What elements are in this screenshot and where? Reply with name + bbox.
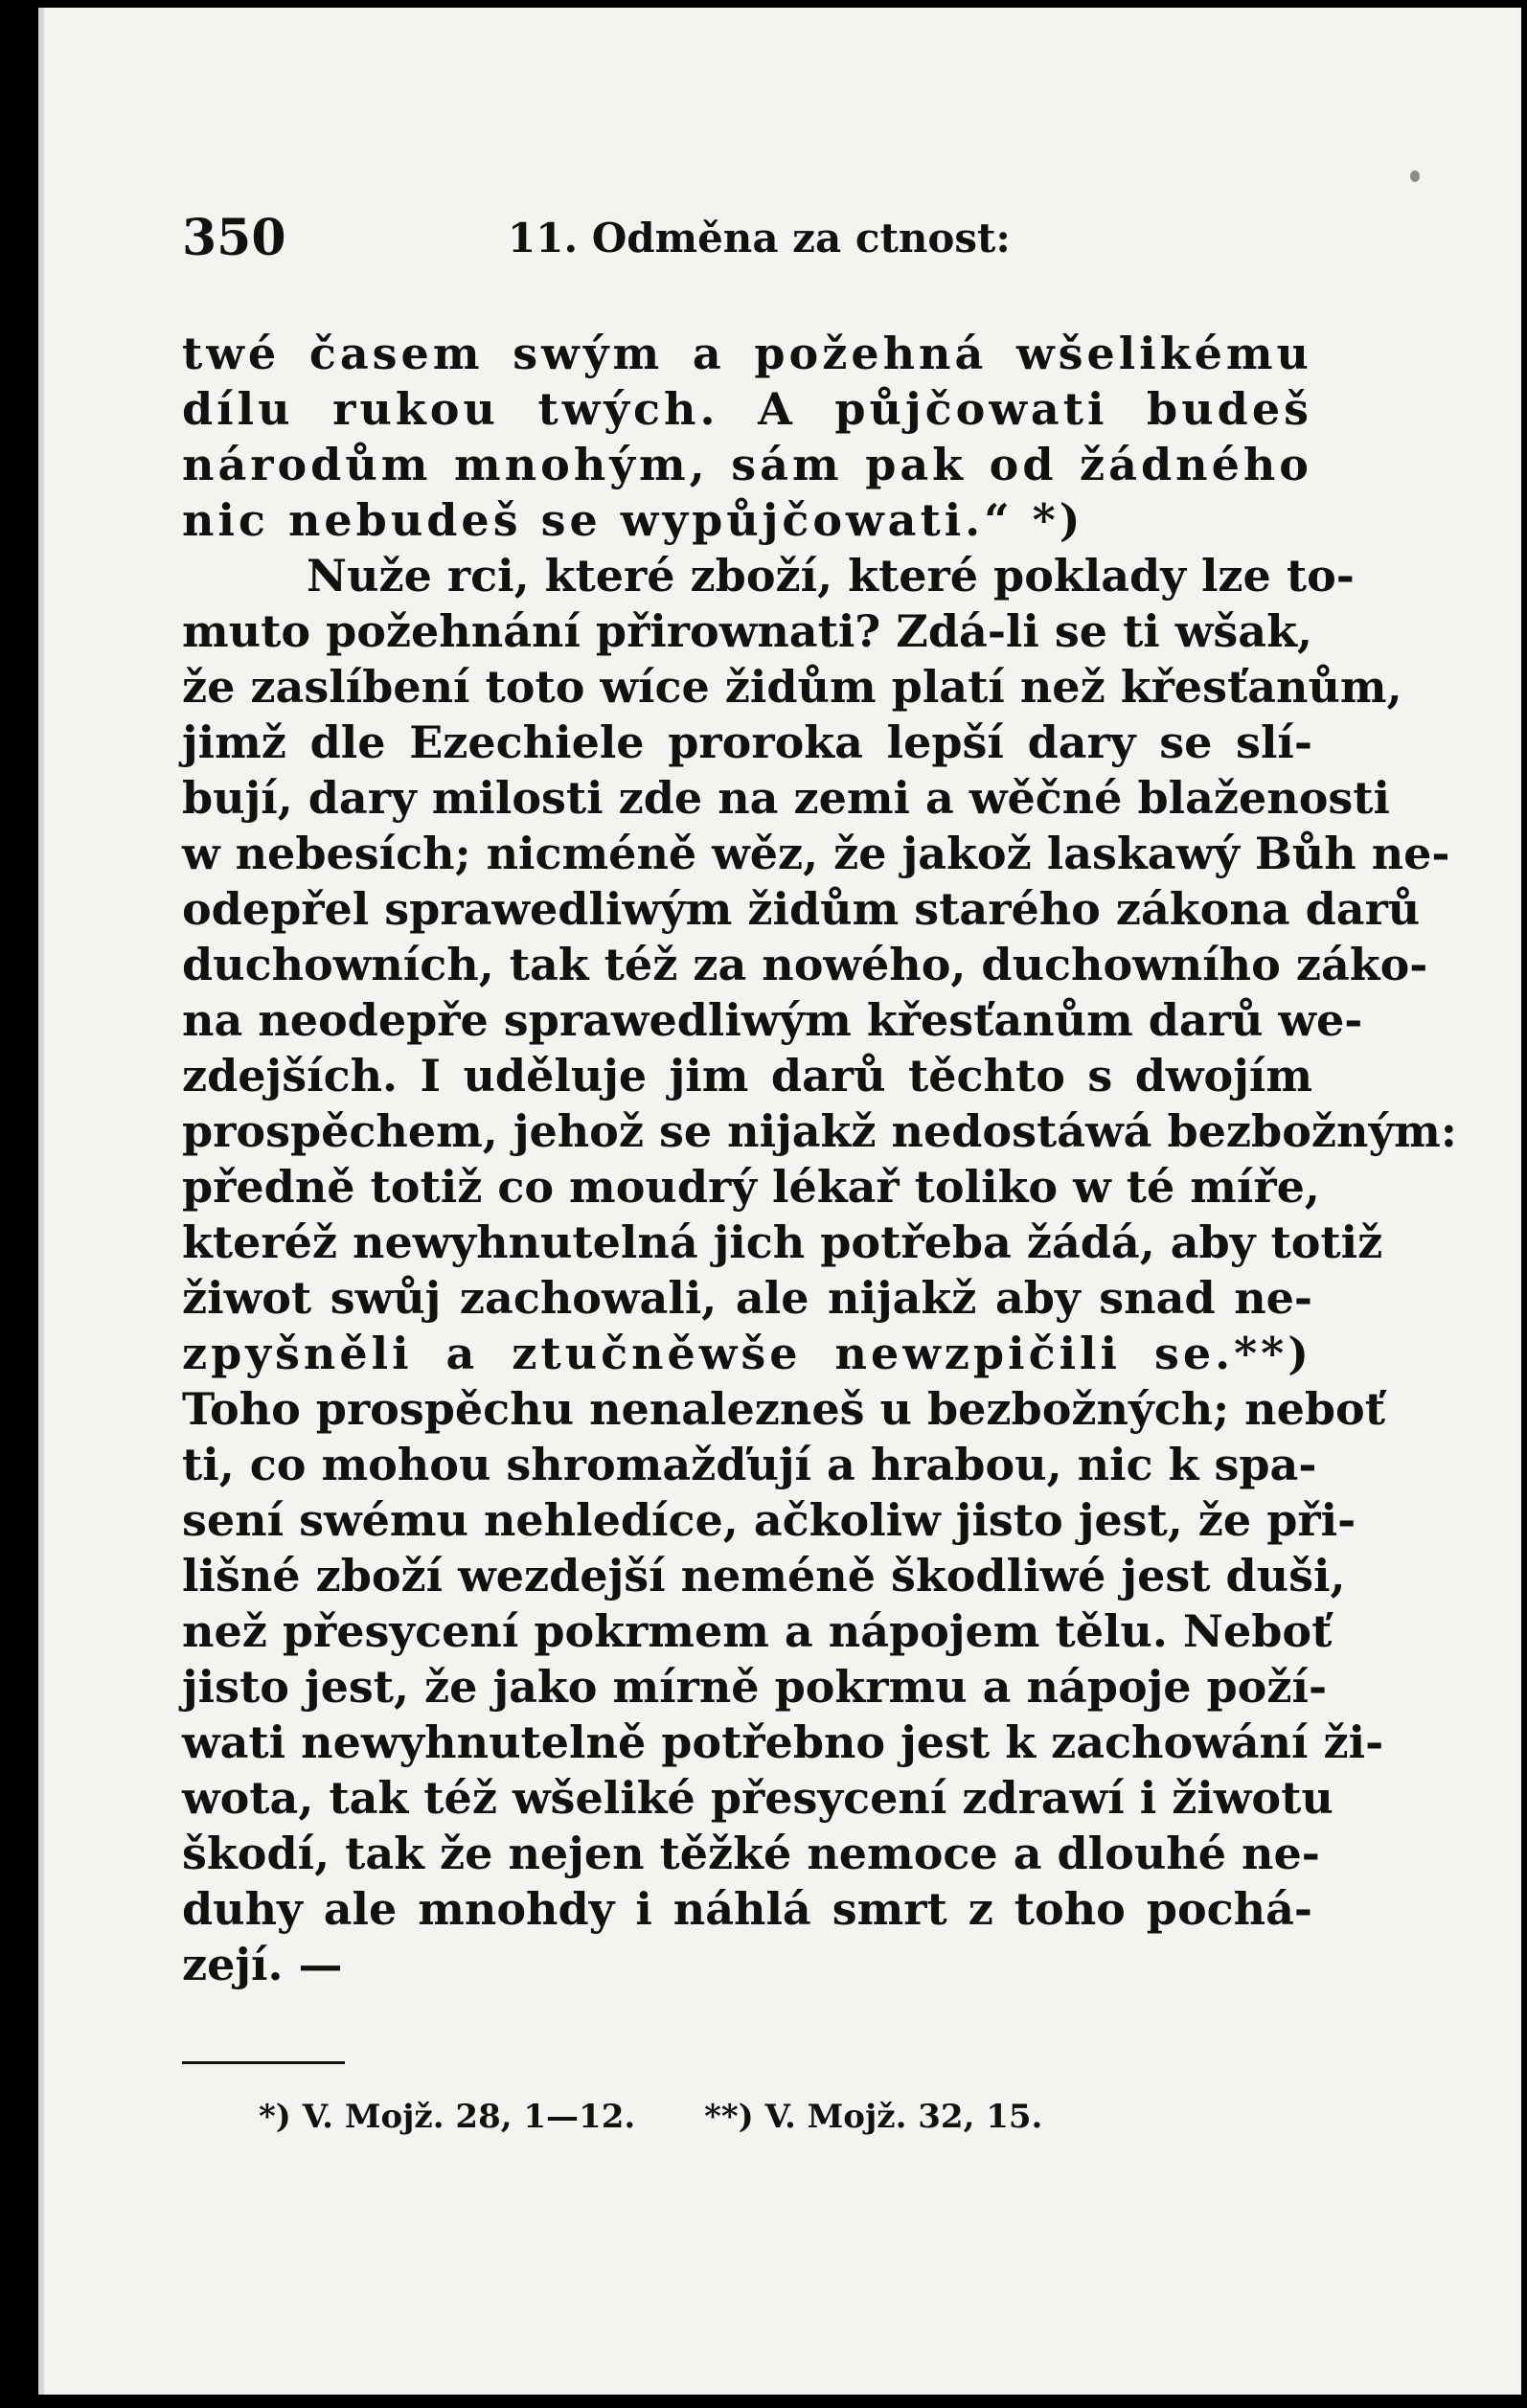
text-line: wati newyhnutelně potřebno jest k zachowání ži- xyxy=(182,1716,1384,1768)
text-line: předně totiž co moudrý lékař toliko w té míře, xyxy=(182,1161,1320,1213)
text-line: než přesycení pokrmem a nápojem tělu. Neboť xyxy=(182,1605,1333,1657)
footnote-1: *) V. Mojž. 28, 1—12. xyxy=(259,2098,636,2136)
text-line: ti, co mohou shromažďují a hrabou, nic k spa- xyxy=(182,1439,1317,1490)
text-line: zpyšněli a ztučněwše newzpičili se.**) xyxy=(182,1328,1312,1379)
text-line: odepřel sprawedliwým židům starého zákona darů xyxy=(182,883,1421,935)
text-line: že zaslíbení toto wíce židům platí než křesťanům, xyxy=(182,661,1402,713)
text-line: muto požehnání přirownati? Zdá-li se ti wšak, xyxy=(182,605,1312,657)
page-number: 350 xyxy=(182,209,286,267)
text-line: Toho prospěchu nenalezneš u bezbožných; neboť xyxy=(182,1383,1385,1435)
body-text xyxy=(182,326,1457,1992)
text-line: škodí, tak že nejen těžké nemoce a dlouhé ne- xyxy=(182,1828,1320,1879)
text-line: prospěchem, jehož se nijakž nedostáwá bezbožným: xyxy=(182,1105,1457,1157)
text-line: kteréž newyhnutelná jich potřeba žádá, aby totiž xyxy=(182,1216,1383,1268)
footnote-divider xyxy=(182,2061,345,2064)
text-line: wota, tak též wšeliké přesycení zdrawí i žiwotu xyxy=(182,1772,1333,1824)
text-line: sení swému nehledíce, ačkoliw jisto jest, že při- xyxy=(182,1494,1356,1546)
paper-speck xyxy=(1410,170,1420,182)
text-line: jimž dle Ezechiele proroka lepší dary se slí- xyxy=(182,716,1312,768)
text-line: twé časem swým a požehná wšelikému xyxy=(182,328,1312,379)
text-line: Nuže rci, které zboží, které poklady lze to- xyxy=(307,550,1355,602)
text-line: žiwot swůj zachowali, ale nijakž aby snad ne- xyxy=(182,1272,1312,1324)
text-line: duchowních, tak též za nowého, duchowního záko- xyxy=(182,939,1428,990)
page-header xyxy=(182,209,1332,285)
text-line: dílu rukou twých. A půjčowati budeš xyxy=(182,383,1312,435)
footnotes xyxy=(259,2098,1042,2136)
text-line: národům mnohým, sám pak od žádného xyxy=(182,439,1312,490)
text-line: w nebesích; nicméně wěz, že jakož laskawý Bůh ne- xyxy=(182,828,1450,879)
footnote-2: **) V. Mojž. 32, 15. xyxy=(704,2098,1043,2136)
text-line: zdejších. I uděluje jim darů těchto s dwojím xyxy=(182,1050,1312,1102)
text-line: jisto jest, že jako mírně pokrmu a nápoje poží- xyxy=(182,1661,1328,1713)
text-line: nic nebudeš se wypůjčowati.“ *) xyxy=(182,494,1084,546)
text-line: zejí. — xyxy=(182,1939,343,1990)
text-line: duhy ale mnohdy i náhlá smrt z toho pochá- xyxy=(182,1883,1312,1935)
running-head: 11. Odměna za ctnost: xyxy=(508,215,1011,261)
text-line: bují, dary milosti zde na zemi a wěčné blaženosti xyxy=(182,772,1391,824)
text-line: na neodepře sprawedliwým křesťanům darů we- xyxy=(182,994,1363,1046)
text-line: lišné zboží wezdejší neméně škodliwé jest duši, xyxy=(182,1550,1346,1602)
